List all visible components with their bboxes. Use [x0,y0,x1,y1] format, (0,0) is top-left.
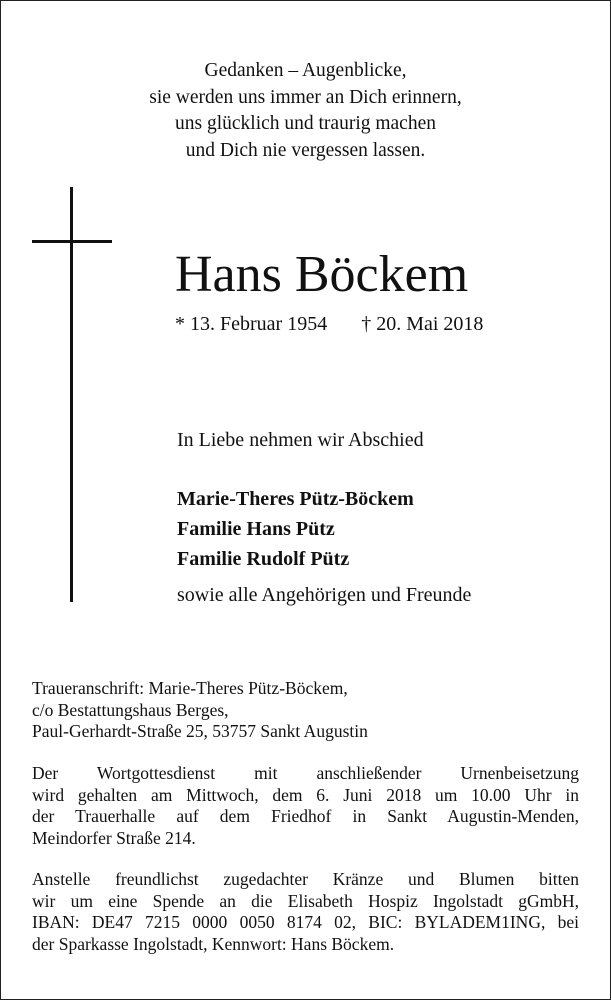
mourner-name: Familie Rudolf Pütz [177,548,350,570]
donation-line: IBAN: DE47 7215 0000 0050 8174 02, BIC: BYLADEM1ING, bei [32,912,579,932]
deceased-name: Hans Böckem [175,246,469,303]
address-line: Paul-Gerhardt-Straße 25, 53757 Sankt Augustin [32,721,368,741]
mourners-list [177,484,414,574]
mourner-name: Familie Hans Pütz [177,518,335,540]
service-paragraph [32,763,579,849]
farewell-line: In Liebe nehmen wir Abschied [177,429,424,451]
memorial-poem [0,58,611,164]
death-date: † 20. Mai 2018 [361,313,484,335]
birth-date: * 13. Februar 1954 [175,313,328,335]
life-dates [175,311,483,337]
poem-line: uns glücklich und traurig machen [174,113,436,134]
relatives-friends-line: sowie alle Angehörigen und Freunde [177,584,472,606]
cross-icon-horizontal-bar [32,240,112,243]
cross-icon-vertical-bar [70,187,73,602]
address-line: c/o Bestattungshaus Berges, [32,699,229,720]
donation-line: der Sparkasse Ingolstadt, Kennwort: Hans Böckem. [32,933,395,954]
donation-paragraph [32,869,579,955]
service-line: wird gehalten am Mittwoch, dem 6. Juni 2018 um 10.00 Uhr in [32,784,579,805]
mourner-name: Marie-Theres Pütz-Böckem [177,488,414,510]
donation-line: wir um eine Spende an die Elisabeth Hospiz Ingolstadt gGmbH, [32,890,579,911]
poem-line: Gedanken – Augenblicke, [204,60,407,81]
donation-line: Anstelle freundlichst zugedachter Kränze und Blumen bitten [32,869,579,889]
address-line: Traueranschrift: Marie-Theres Pütz-Böckem, [32,678,348,698]
mourning-address [32,678,579,743]
service-line: der Trauerhalle auf dem Friedhof in Sankt Augustin-Menden, [32,806,579,826]
poem-line: sie werden uns immer an Dich erinnern, [149,86,462,108]
service-line: Der Wortgottesdienst mit anschließender Urnenbeisetzung [32,763,579,783]
poem-line: und Dich nie vergessen lassen. [185,139,426,161]
service-line: Meindorfer Straße 214. [32,827,196,848]
